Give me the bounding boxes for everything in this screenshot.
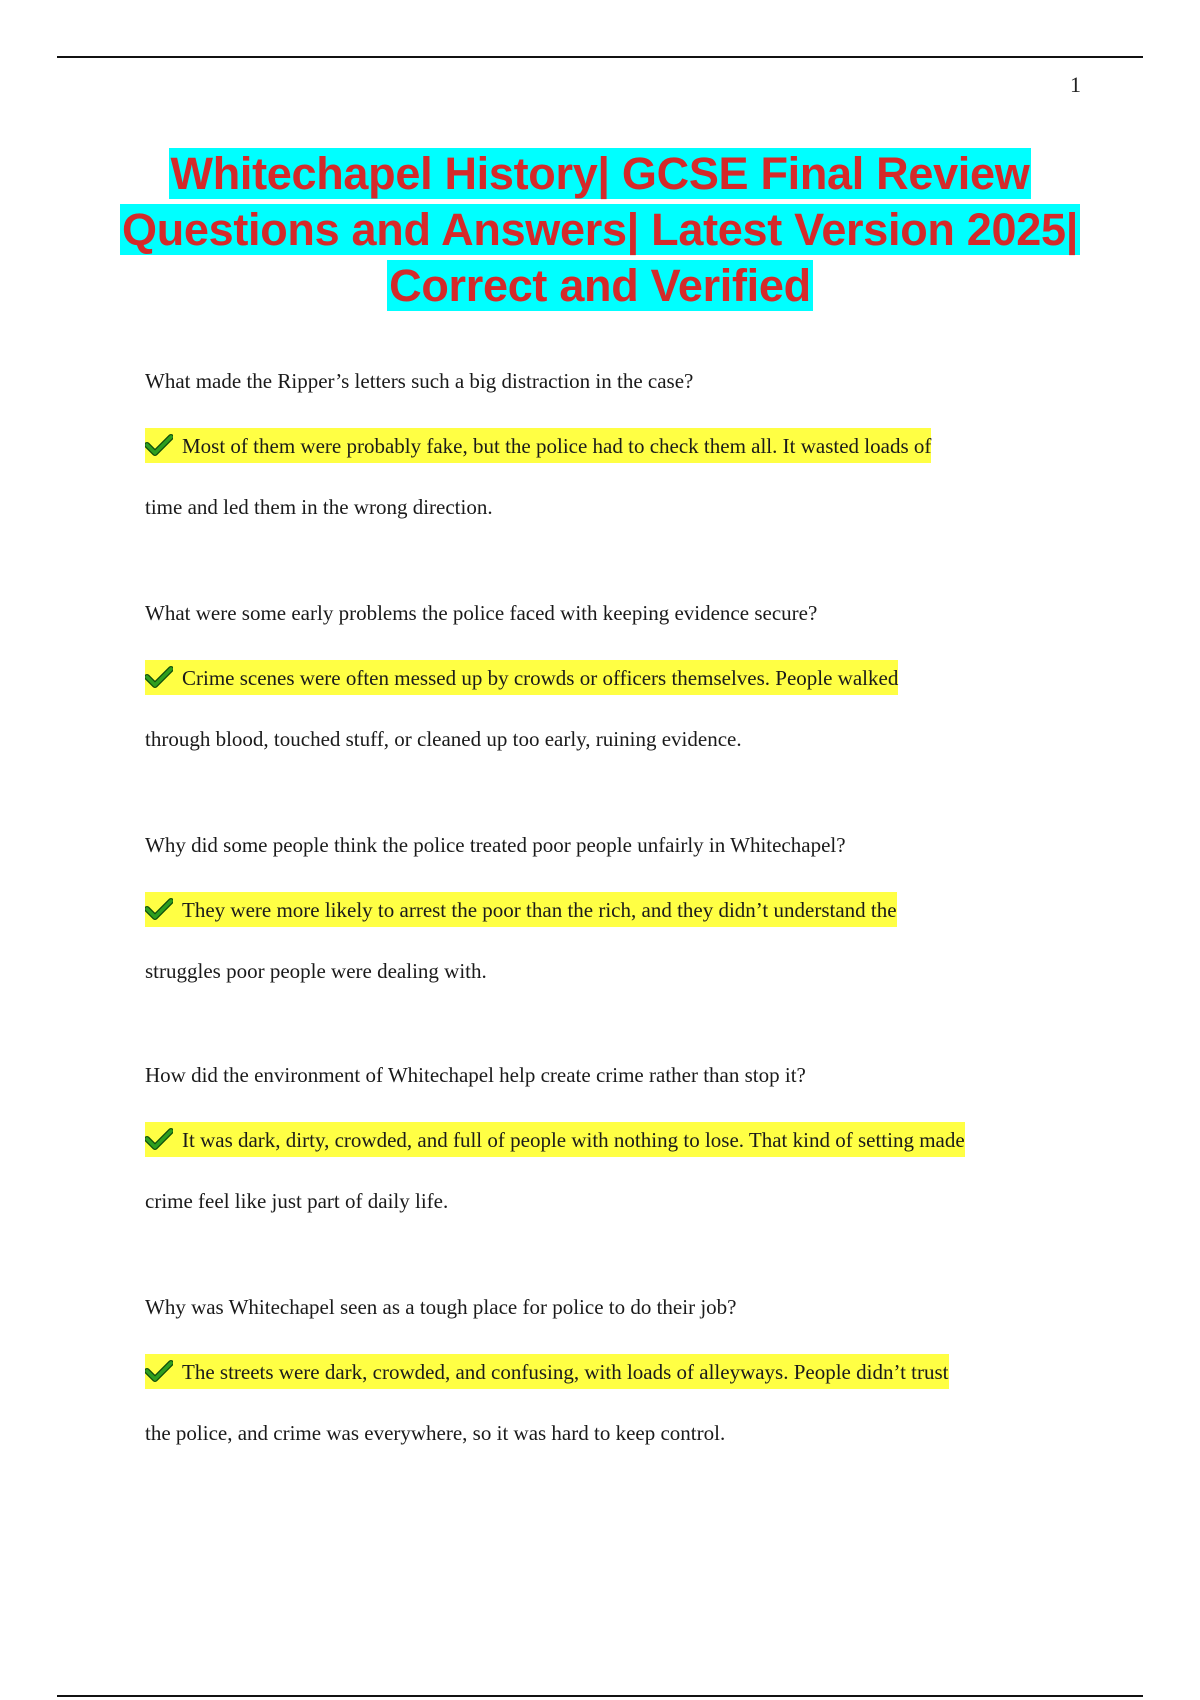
answer-5-highlight bbox=[145, 1354, 949, 1389]
question-1: What made the Ripper’s letters such a big distraction in the case? bbox=[145, 369, 694, 393]
answer-5 bbox=[145, 1342, 1095, 1464]
header-rule bbox=[57, 56, 1143, 58]
answer-3-highlight bbox=[145, 892, 897, 927]
answer-2 bbox=[145, 648, 1095, 770]
question-2: What were some early problems the police faced with keeping evidence secure? bbox=[145, 601, 818, 625]
question-4: How did the environment of Whitechapel help create crime rather than stop it? bbox=[145, 1063, 806, 1087]
document-title bbox=[100, 146, 1100, 314]
qa-item-2 bbox=[145, 598, 1095, 770]
check-mark-icon bbox=[145, 666, 173, 688]
answer-4-rest-text: crime feel like just part of daily life. bbox=[145, 1189, 449, 1213]
answer-5-rest-text: the police, and crime was everywhere, so it was hard to keep control. bbox=[145, 1421, 726, 1445]
answer-4 bbox=[145, 1110, 1095, 1232]
qa-item-4 bbox=[145, 1060, 1095, 1232]
answer-3-rest-text: struggles poor people were dealing with. bbox=[145, 959, 487, 983]
check-mark-icon bbox=[145, 1128, 173, 1150]
answer-1-rest-text: time and led them in the wrong direction. bbox=[145, 495, 493, 519]
answer-3-highlighted-text: They were more likely to arrest the poor than the rich, and they didn’t understand the bbox=[182, 898, 897, 922]
check-mark-icon bbox=[145, 898, 173, 920]
answer-2-highlight bbox=[145, 660, 898, 695]
answer-3 bbox=[145, 880, 1095, 1002]
check-mark-icon bbox=[145, 1360, 173, 1382]
answer-1-highlight bbox=[145, 428, 931, 463]
question-5: Why was Whitechapel seen as a tough place for police to do their job? bbox=[145, 1295, 737, 1319]
page-number: 1 bbox=[1070, 72, 1081, 97]
answer-4-highlight bbox=[145, 1122, 965, 1157]
answer-4-highlighted-text: It was dark, dirty, crowded, and full of people with nothing to lose. That kind of setting made bbox=[182, 1128, 965, 1152]
qa-item-1 bbox=[145, 366, 1095, 538]
check-mark-icon bbox=[145, 434, 173, 456]
answer-1 bbox=[145, 416, 1095, 538]
answer-1-highlighted-text: Most of them were probably fake, but the police had to check them all. It wasted loads of bbox=[182, 434, 932, 458]
footer-rule bbox=[57, 1695, 1143, 1697]
qa-item-3 bbox=[145, 830, 1095, 1002]
qa-item-5 bbox=[145, 1292, 1095, 1464]
question-3: Why did some people think the police treated poor people unfairly in Whitechapel? bbox=[145, 833, 846, 857]
answer-2-rest-text: through blood, touched stuff, or cleaned up too early, ruining evidence. bbox=[145, 727, 742, 751]
answer-5-highlighted-text: The streets were dark, crowded, and confusing, with loads of alleyways. People didn’t trust bbox=[182, 1360, 949, 1384]
document-title-text: Whitechapel History| GCSE Final Review Questions and Answers| Latest Version 2025| Correct and Verified bbox=[122, 148, 1078, 311]
answer-2-highlighted-text: Crime scenes were often messed up by crowds or officers themselves. People walked bbox=[182, 666, 899, 690]
